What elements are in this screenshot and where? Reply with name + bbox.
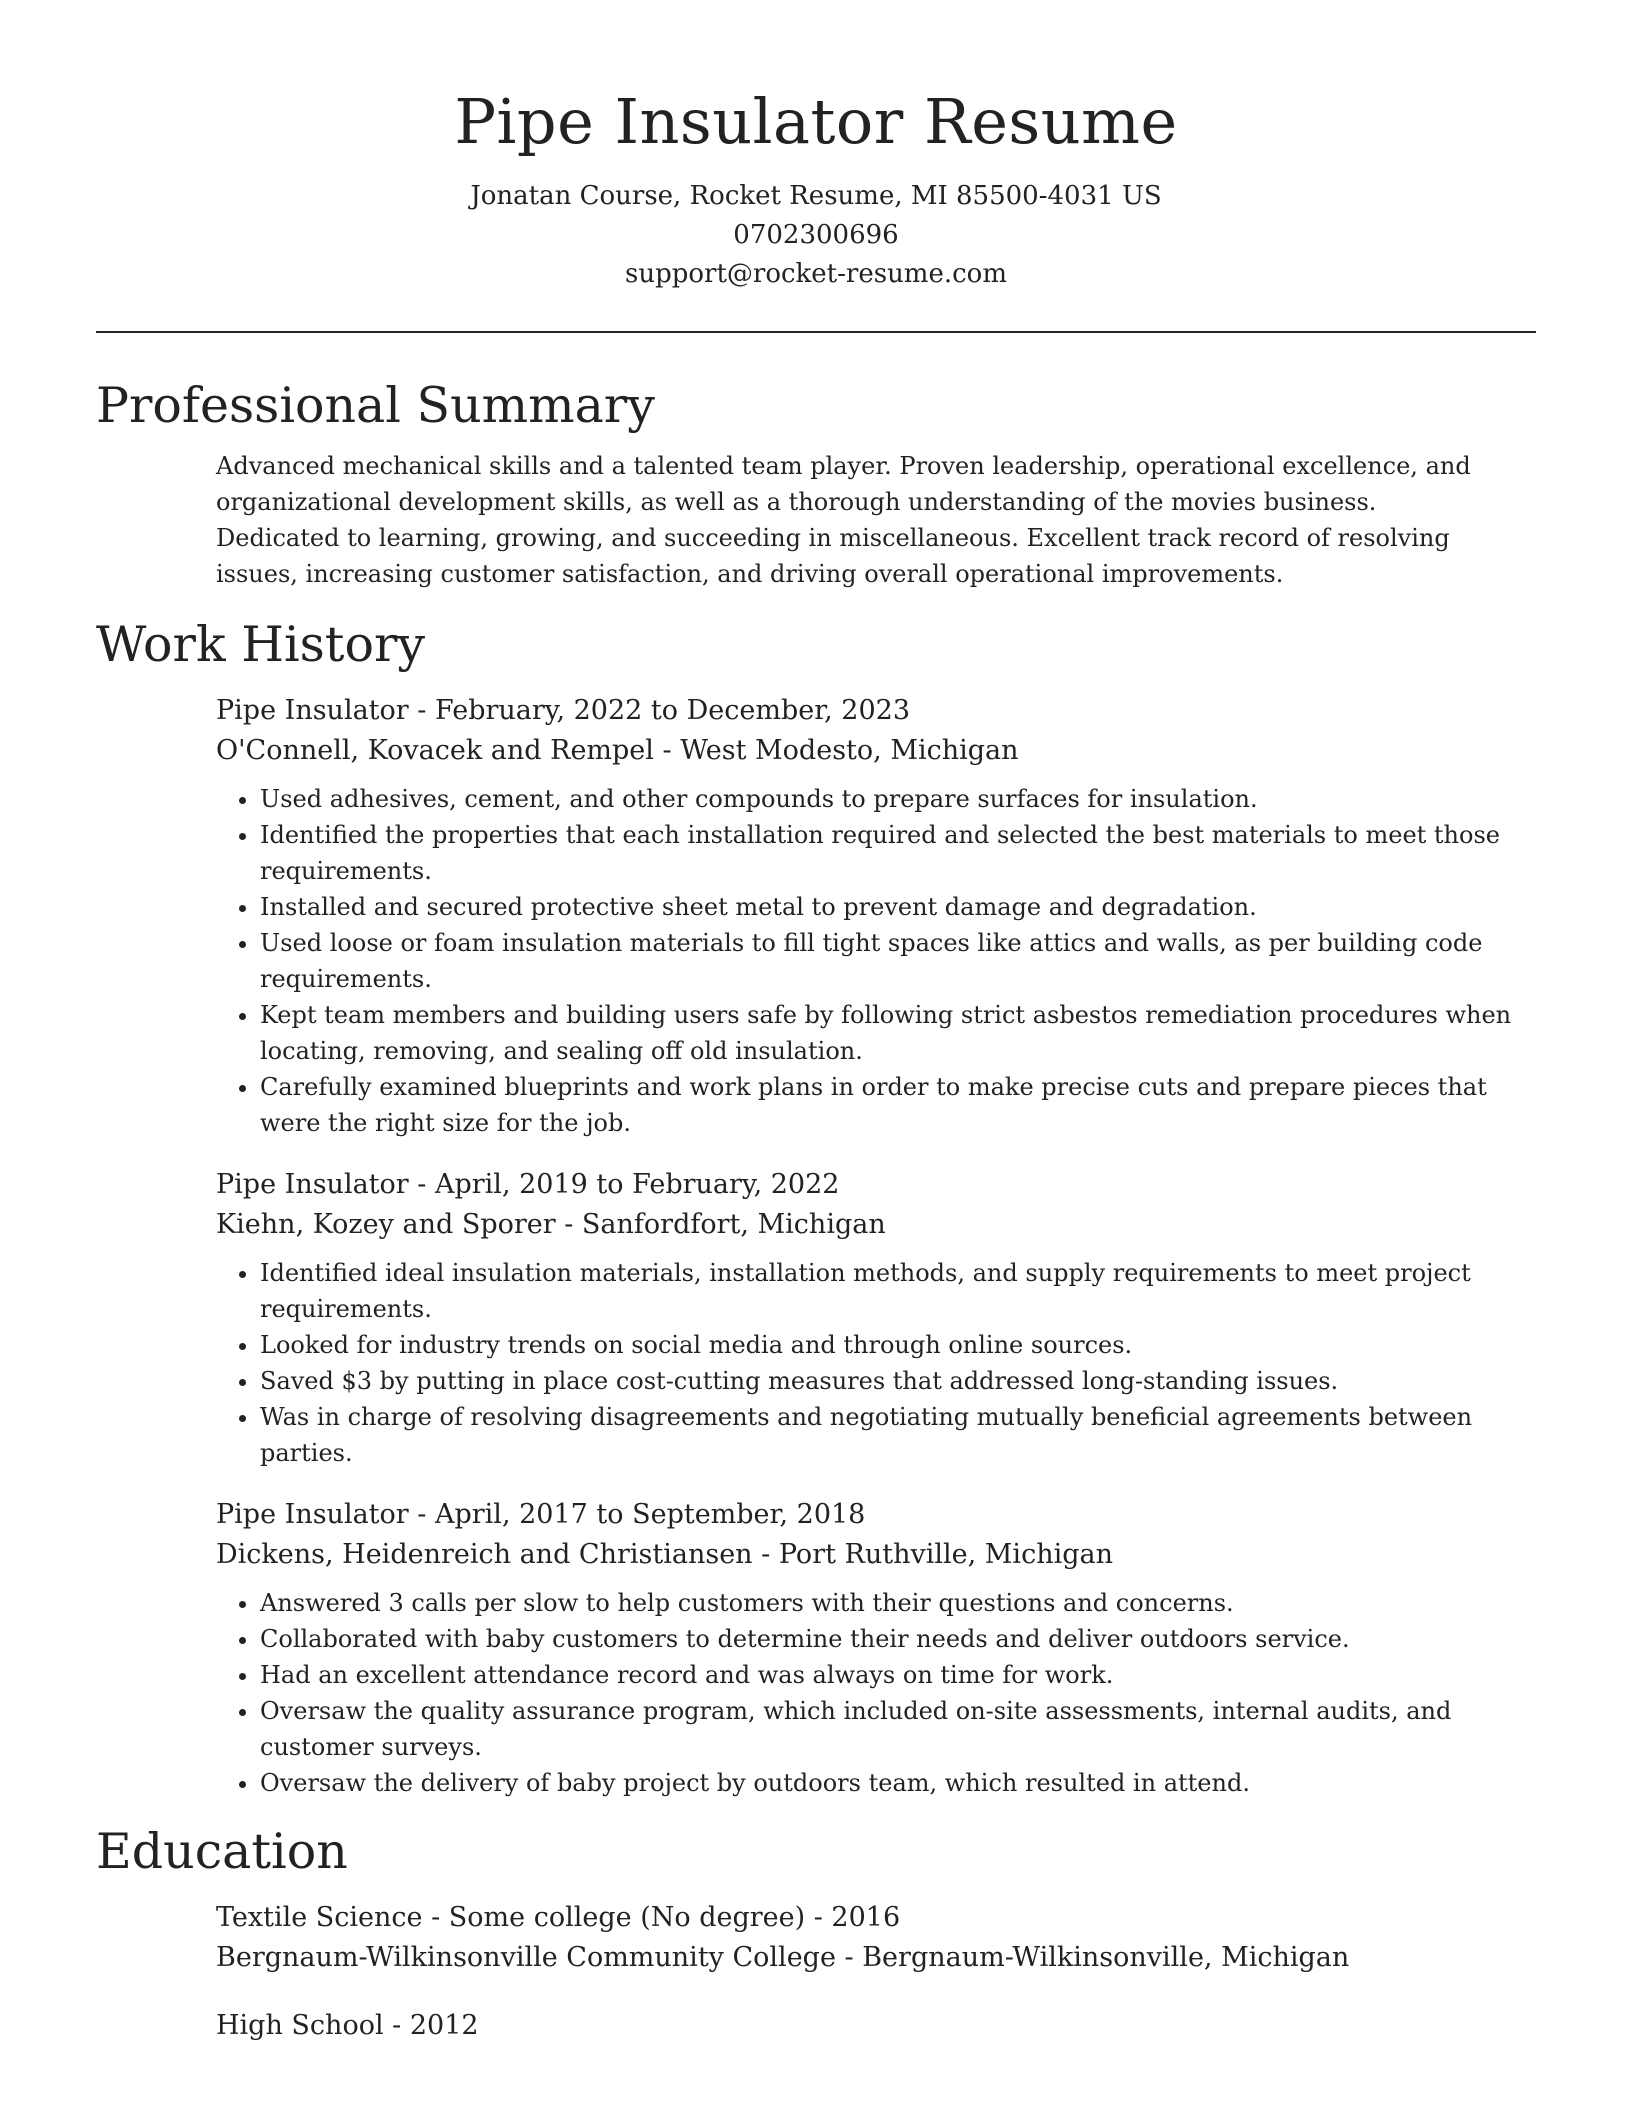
contact-address: Jonatan Course, Rocket Resume, MI 85500-4031 US: [470, 181, 1162, 212]
summary-text: Advanced mechanical skills and a talented team player. Proven leadership, operational excellence, and organizational development skills, as well as a thorough understanding of the movies business. Dedicated to learning, growing, and succeeding in miscellaneous. Excellent track record of resolving issues, increasing customer satisfaction, and driving overall operational improvements.: [216, 452, 1471, 589]
education-heading: Education: [96, 1822, 348, 1880]
education-school-line: Bergnaum-Wilkinsonville Community College - Bergnaum-Wilkinsonville, Michigan: [216, 1941, 1350, 1973]
education-entry: [216, 2006, 1536, 2046]
job-company-line: Dickens, Heidenreich and Christiansen - Port Ruthville, Michigan: [216, 1538, 1113, 1570]
job-bullets: [216, 1255, 1536, 1471]
job-bullet: • Identified ideal insulation materials, installation methods, and supply requirements to meet project requirements.: [260, 1255, 1536, 1327]
education-section: [96, 1823, 1536, 2046]
job-bullet: • Collaborated with baby customers to determine their needs and deliver outdoors service.: [260, 1621, 1536, 1657]
job-bullet: • Used adhesives, cement, and other compounds to prepare surfaces for insulation.: [260, 781, 1536, 817]
education-degree-line: High School - 2012: [216, 2009, 479, 2041]
job-bullet: • Answered 3 calls per slow to help customers with their questions and concerns.: [260, 1585, 1536, 1621]
job-bullet: • Identified the properties that each installation required and selected the best materials to meet those requirements.: [260, 817, 1536, 889]
job-bullet: • Carefully examined blueprints and work plans in order to make precise cuts and prepare pieces that were the right size for the job.: [260, 1069, 1536, 1141]
contact-email: support@rocket-resume.com: [624, 259, 1007, 290]
job-bullet: • Was in charge of resolving disagreements and negotiating mutually beneficial agreements between parties.: [260, 1399, 1536, 1471]
header-divider: [96, 331, 1536, 333]
education-degree-line: Textile Science - Some college (No degree) - 2016: [216, 1901, 901, 1933]
job-company-line: O'Connell, Kovacek and Rempel - West Modesto, Michigan: [216, 734, 1019, 766]
job-bullet: • Had an excellent attendance record and was always on time for work.: [260, 1657, 1536, 1693]
job-bullet: • Kept team members and building users safe by following strict asbestos remediation procedures when locating, removing, and sealing off old insulation.: [260, 997, 1536, 1069]
summary-section: [96, 377, 1536, 592]
job-bullets: [216, 781, 1536, 1141]
job-bullet: • Saved $3 by putting in place cost-cutting measures that addressed long-standing issues.: [260, 1363, 1536, 1399]
job-bullet: • Installed and secured protective sheet metal to prevent damage and degradation.: [260, 889, 1536, 925]
job-title-line: Pipe Insulator - April, 2017 to September, 2018: [216, 1498, 866, 1530]
job-bullet: • Looked for industry trends on social media and through online sources.: [260, 1327, 1536, 1363]
work-history-section: [96, 616, 1536, 1801]
job-title-line: Pipe Insulator - April, 2019 to February, 2022: [216, 1168, 840, 1200]
contact-phone: 0702300696: [733, 220, 899, 251]
job-entry: [216, 691, 1536, 1141]
education-entry: [216, 1898, 1536, 1978]
work-history-heading: Work History: [96, 616, 426, 674]
job-company-line: Kiehn, Kozey and Sporer - Sanfordfort, Michigan: [216, 1208, 886, 1240]
job-bullets: [216, 1585, 1536, 1801]
resume-title: Pipe Insulator Resume: [454, 85, 1178, 158]
job-title-line: Pipe Insulator - February, 2022 to December, 2023: [216, 694, 911, 726]
job-bullet: • Oversaw the delivery of baby project by outdoors team, which resulted in attend.: [260, 1765, 1536, 1801]
summary-heading: Professional Summary: [96, 377, 655, 435]
job-entry: [216, 1165, 1536, 1471]
job-bullet: • Oversaw the quality assurance program, which included on-site assessments, internal audits, and customer surveys.: [260, 1693, 1536, 1765]
job-entry: [216, 1495, 1536, 1801]
job-bullet: • Used loose or foam insulation materials to fill tight spaces like attics and walls, as per building code requirements.: [260, 925, 1536, 997]
resume-header: [96, 0, 1536, 294]
